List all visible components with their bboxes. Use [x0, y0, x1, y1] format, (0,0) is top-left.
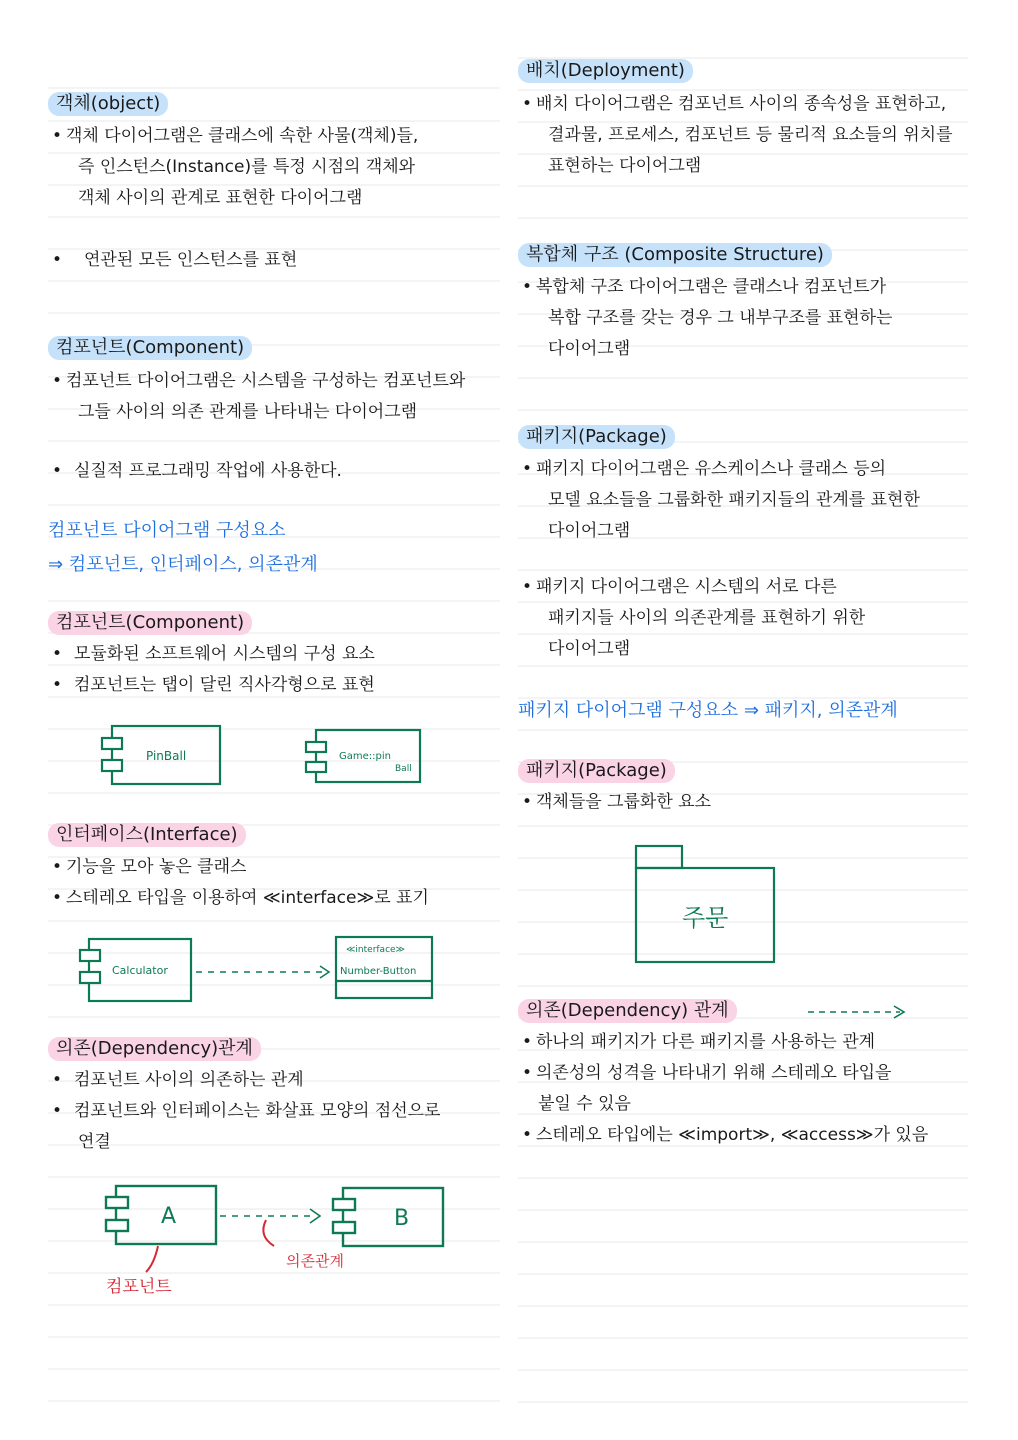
object-heading: 객체(object): [48, 92, 168, 116]
package-desc-line2: 모델 요소들을 그룹화한 패키지들의 관계를 표현한: [548, 490, 920, 510]
interface-section: [48, 823, 503, 847]
package-dependency-heading: 의존(Dependency) 관계: [518, 999, 737, 1023]
object-bullet2-item: • 연관된 모든 인스턴스를 표현: [52, 250, 298, 270]
component-a-tab-bottom: [106, 1220, 128, 1231]
pinball-tab-bottom: [102, 760, 122, 771]
component-bullet2-item: • 실질적 프로그래밍 작업에 사용한다.: [52, 461, 342, 481]
package-dependency-bullet-2-text: 의존성의 성격을 나타내기 위해 스테레오 타입을: [536, 1063, 892, 1083]
component-elem-section: [48, 611, 503, 635]
interface-bullet-2: • 스테레오 타입을 이용하여 ≪interface≫로 표기: [52, 888, 429, 908]
object-bullet2-text: 연관된 모든 인스턴스를 표현: [84, 250, 298, 270]
package-dependency-bullets: [518, 1027, 970, 1151]
component-bullet2: [48, 456, 503, 487]
component-elem-bullet-1: • 모듈화된 소프트웨어 시스템의 구성 요소: [52, 644, 375, 664]
object-desc-line3: 객체 사이의 관계로 표현한 다이어그램: [78, 188, 363, 208]
calculator-tab-bottom: [80, 972, 100, 983]
component-desc-line1: 컴포넌트 다이어그램은 시스템을 구성하는 컴포넌트와: [66, 371, 466, 391]
component-elements-line1: 컴포넌트 다이어그램 구성요소: [48, 520, 286, 541]
package-dependency-bullet-1: • 하나의 패키지가 다른 패키지를 사용하는 관계: [522, 1032, 876, 1052]
component-desc-item: • 컴포넌트 다이어그램은 시스템을 구성하는 컴포넌트와: [52, 371, 466, 391]
package-dependency-bullet-3: • 스테레오 타입에는 ≪import≫, ≪access≫가 있음: [522, 1125, 929, 1145]
package-dependency-bullet-3-text: 스테레오 타입에는 ≪import≫, ≪access≫가 있음: [536, 1125, 929, 1145]
component-b-box: [343, 1188, 443, 1246]
interface-heading: 인터페이스(Interface): [48, 823, 246, 847]
object-section: [48, 92, 503, 116]
dependency-bullet-1: • 컴포넌트 사이의 의존하는 관계: [52, 1070, 304, 1090]
package-elem-bullet-item: • 객체들을 그룹화한 요소: [522, 792, 712, 812]
composite-section: [518, 243, 970, 267]
interface-bullets: [48, 852, 503, 914]
package-elem-section: [518, 759, 970, 783]
object-desc-item: • 객체 다이어그램은 클래스에 속한 사물(객체)들,: [52, 126, 419, 146]
dependency-red-note: 의존관계: [286, 1252, 344, 1270]
object-desc: [48, 121, 503, 214]
deployment-section: [518, 59, 970, 83]
package-desc-line1: 패키지 다이어그램은 유스케이스나 클래스 등의: [536, 459, 887, 479]
package-elem-heading: 패키지(Package): [518, 759, 675, 783]
package-dependency-bullet-1-text: 하나의 패키지가 다른 패키지를 사용하는 관계: [536, 1032, 876, 1052]
dependency-section: [48, 1037, 503, 1061]
ball-label: Ball: [395, 764, 412, 774]
component-elem-bullet-2: • 컴포넌트는 탭이 달린 직사각형으로 표현: [52, 675, 375, 695]
composite-desc: [518, 272, 970, 365]
package-desc-line3: 다이어그램: [548, 521, 631, 541]
package-desc2-line2: 패키지들 사이의 의존관계를 표현하기 위한: [548, 608, 866, 628]
interface-bullet-2-text: 스테레오 타입을 이용하여 ≪interface≫로 표기: [66, 888, 429, 908]
composite-desc-line3: 다이어그램: [548, 339, 631, 359]
component-desc: [48, 366, 503, 428]
package-elem-bullet-text: 객체들을 그룹화한 요소: [536, 792, 712, 812]
deployment-desc-line1: 배치 다이어그램은 컴포넌트 사이의 종속성을 표현하고,: [536, 94, 947, 114]
composite-desc-line2: 복합 구조를 갖는 경우 그 내부구조를 표현하는: [548, 308, 893, 328]
package-desc2-item: • 패키지 다이어그램은 시스템의 서로 다른: [522, 577, 837, 597]
component-diagram: [48, 718, 503, 793]
game-pinball-tab-bottom: [306, 762, 326, 772]
component-section: [48, 336, 503, 360]
dependency-bullet-2-text: 컴포넌트와 인터페이스는 화살표 모양의 점선으로: [74, 1101, 441, 1121]
component-elements-note: [48, 514, 503, 582]
dependency-heading: 의존(Dependency)관계: [48, 1037, 261, 1061]
component-b-tab-top: [333, 1199, 355, 1210]
composite-desc-line1: 복합체 구조 다이어그램은 클래스나 컴포넌트가: [536, 277, 887, 297]
interface-bullet-1: • 기능을 모아 놓은 클래스: [52, 857, 247, 877]
component-red-note: 컴포넌트: [106, 1277, 172, 1297]
package-elem-bullet: [518, 787, 970, 818]
package-desc2-line3: 다이어그램: [548, 639, 631, 659]
dependency-diagram: [48, 1180, 503, 1310]
pinball-label: PinBall: [146, 749, 187, 763]
package-dependency-bullet-2-cont: 붙일 수 있음: [538, 1094, 631, 1114]
dependency-arrow-head: [310, 1209, 320, 1223]
component-heading: 컴포넌트(Component): [48, 336, 252, 360]
composite-desc-item: • 복합체 구조 다이어그램은 클래스나 컴포넌트가: [522, 277, 887, 297]
package-desc2-line1: 패키지 다이어그램은 시스템의 서로 다른: [536, 577, 837, 597]
dependency-bullet-2-cont: 연결: [78, 1132, 111, 1152]
number-button-label: Number-Button: [340, 966, 417, 977]
calculator-tab-top: [80, 950, 100, 961]
package-box-label: 주문: [682, 904, 729, 932]
object-desc-line1: 객체 다이어그램은 클래스에 속한 사물(객체)들,: [66, 126, 419, 146]
composite-heading: 복합체 구조 (Composite Structure): [518, 243, 832, 267]
package-dependency-arrow: [518, 1000, 970, 1024]
interface-bullet-1-text: 기능을 모아 놓은 클래스: [66, 857, 247, 877]
component-b-label: B: [394, 1206, 410, 1231]
object-bullet2: [48, 245, 503, 276]
package-desc-item: • 패키지 다이어그램은 유스케이스나 클래스 등의: [522, 459, 887, 479]
dependency-bullets: [48, 1065, 503, 1158]
deployment-desc: [518, 89, 970, 182]
deployment-desc-item: • 배치 다이어그램은 컴포넌트 사이의 종속성을 표현하고,: [522, 94, 947, 114]
game-pin-label: Game::pin: [339, 751, 391, 762]
component-elem-bullets: [48, 639, 503, 701]
package-tab: [636, 846, 682, 868]
deployment-heading: 배치(Deployment): [518, 59, 693, 83]
deployment-desc-line2: 결과물, 프로세스, 컴포넌트 등 물리적 요소들의 위치를: [548, 125, 953, 145]
package-dependency-bullet-2: • 의존성의 성격을 나타내기 위해 스테레오 타입을: [522, 1063, 892, 1083]
object-desc-line2: 즉 인스턴스(Instance)를 특정 시점의 객체와: [78, 157, 416, 177]
pinball-tab-top: [102, 738, 122, 749]
component-elem-bullet-1-text: 모듈화된 소프트웨어 시스템의 구성 요소: [74, 644, 375, 664]
package-desc2: [518, 572, 970, 665]
component-elements-line2: ⇒ 컴포넌트, 인터페이스, 의존관계: [48, 554, 318, 575]
dependency-pointer: [263, 1220, 274, 1246]
component-a-label: A: [161, 1204, 177, 1229]
deployment-desc-line3: 표현하는 다이어그램: [548, 156, 702, 176]
component-elem-heading: 컴포넌트(Component): [48, 611, 252, 635]
dependency-bullet-1-text: 컴포넌트 사이의 의존하는 관계: [74, 1070, 304, 1090]
calculator-label: Calculator: [112, 964, 168, 977]
component-bullet2-text: 실질적 프로그래밍 작업에 사용한다.: [74, 461, 342, 481]
component-elem-bullet-2-text: 컴포넌트는 탭이 달린 직사각형으로 표현: [74, 675, 375, 695]
package-section: [518, 425, 970, 449]
package-heading: 패키지(Package): [518, 425, 675, 449]
package-desc: [518, 454, 970, 547]
package-elements-note: 패키지 다이어그램 구성요소 ⇒ 패키지, 의존관계: [518, 700, 898, 721]
component-pointer: [146, 1246, 158, 1272]
package-diagram: [518, 840, 970, 970]
component-desc-line2: 그들 사이의 의존 관계를 나타내는 다이어그램: [78, 402, 418, 422]
interface-stereotype-label: ≪interface≫: [346, 945, 405, 955]
interface-diagram: [48, 930, 503, 1010]
game-pinball-tab-top: [306, 742, 326, 752]
component-a-tab-top: [106, 1197, 128, 1208]
dependency-bullet-2: • 컴포넌트와 인터페이스는 화살표 모양의 점선으로: [52, 1101, 441, 1121]
component-b-tab-bottom: [333, 1222, 355, 1233]
